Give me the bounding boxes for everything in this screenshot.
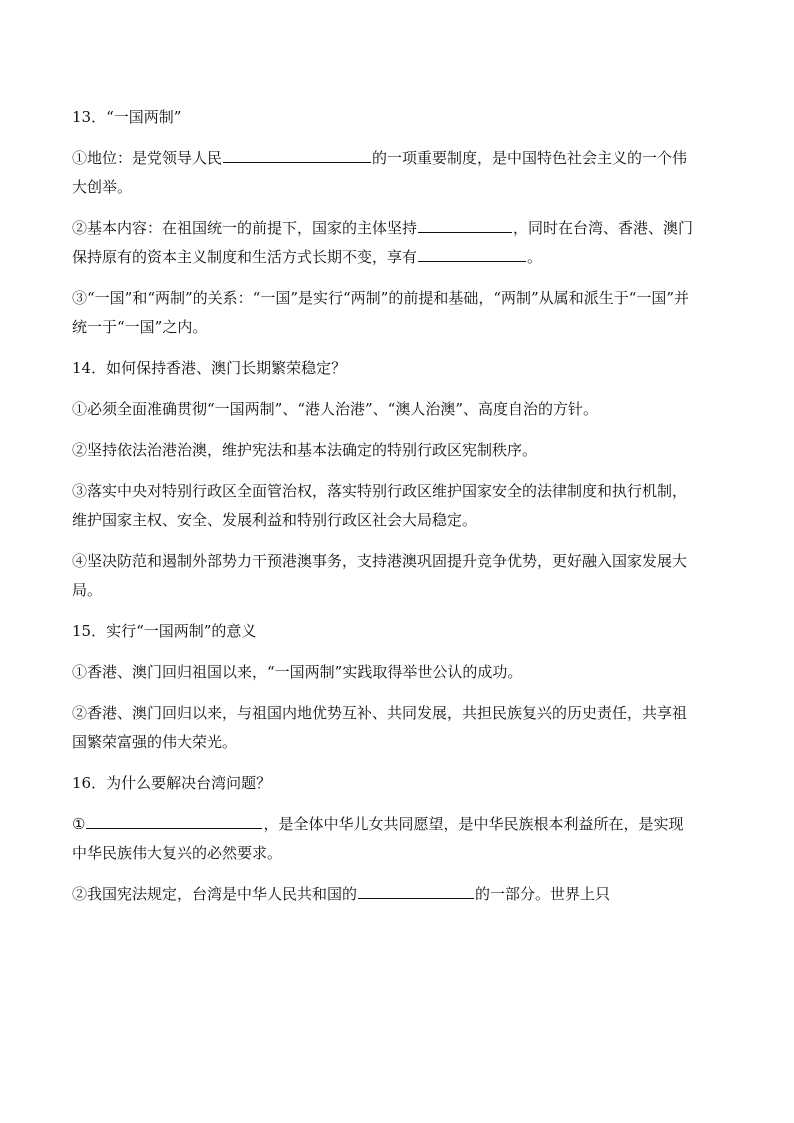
section-14-title: 14．如何保持香港、澳门长期繁荣稳定？ (72, 359, 347, 377)
s16-point-2-line-1 (72, 880, 722, 909)
section-13-title: 13．“一国两制” (72, 108, 182, 126)
s14-point-4-line-1: ④坚决防范和遏制外部势力干预港澳事务，支持港澳巩固提升竞争优势，更好融入国家发展大 (72, 552, 688, 570)
s15-point-2-line-2: 国繁荣富强的伟大荣光。 (72, 733, 238, 751)
s13-point-2-line-2 (72, 243, 722, 272)
s14-point-3-line-2: 维护国家主权、安全、发展利益和特别行政区社会大局稳定。 (72, 511, 478, 529)
s13-point-3-line-2: 统一于“一国”之内。 (72, 318, 208, 336)
text-segment: ，同时在台湾、香港、澳门 (513, 219, 694, 237)
text-segment: ②基本内容：在祖国统一的前提下，国家的主体坚持 (72, 219, 418, 237)
s13-point-2-line-1 (72, 214, 722, 243)
s14-point-1: ①必须全面准确贯彻“一国两制”、“港人治港”、“澳人治澳”、高度自治的方针。 (72, 400, 599, 418)
fill-blank-5[interactable] (358, 881, 474, 899)
text-segment: 。 (527, 248, 543, 266)
fill-blank-4[interactable] (86, 811, 262, 829)
s16-point-1-line-2: 中华民族伟大复兴的必然要求。 (72, 844, 283, 862)
s15-point-2-line-1: ②香港、澳门回归以来，与祖国内地优势互补、共同发展，共担民族复兴的历史责任，共享祖 (72, 704, 688, 722)
text-segment: ①地位：是党领导人民 (72, 149, 223, 167)
s16-point-1-line-1 (72, 810, 722, 839)
s13-point-1-line-2: 大创举。 (72, 178, 133, 196)
s13-point-3-line-1: ③“一国”和“两制”的关系：“一国”是实行“两制”的前提和基础，“两制”从属和派生于“一国”并 (72, 289, 690, 307)
text-segment: ②我国宪法规定，台湾是中华人民共和国的 (72, 885, 358, 903)
s14-point-3-line-1: ③落实中央对特别行政区全面管治权，落实特别行政区维护国家安全的法律制度和执行机制， (72, 482, 688, 500)
s14-point-2: ②坚持依法治港治澳，维护宪法和基本法确定的特别行政区宪制秩序。 (72, 441, 538, 459)
fill-blank-3[interactable] (418, 244, 526, 262)
section-15-title: 15．实行“一国两制”的意义 (72, 622, 257, 640)
s13-point-1-line-1 (72, 144, 722, 173)
fill-blank-2[interactable] (418, 215, 512, 233)
s15-point-1: ①香港、澳门回归祖国以来，“一国两制”实践取得举世公认的成功。 (72, 663, 523, 681)
text-segment: ，是全体中华儿女共同愿望，是中华民族根本利益所在，是实现 (263, 815, 684, 833)
document-page (72, 103, 722, 909)
text-segment: 的一部分。世界上只 (475, 885, 611, 903)
section-16-title: 16．为什么要解决台湾问题？ (72, 774, 272, 792)
text-segment: 的一项重要制度，是中国特色社会主义的一个伟 (372, 149, 688, 167)
s14-point-4-line-2: 局。 (72, 581, 103, 599)
text-segment: ① (72, 815, 86, 833)
text-segment: 保持原有的资本主义制度和生活方式长期不变，享有 (72, 248, 418, 266)
fill-blank-1[interactable] (223, 145, 371, 163)
